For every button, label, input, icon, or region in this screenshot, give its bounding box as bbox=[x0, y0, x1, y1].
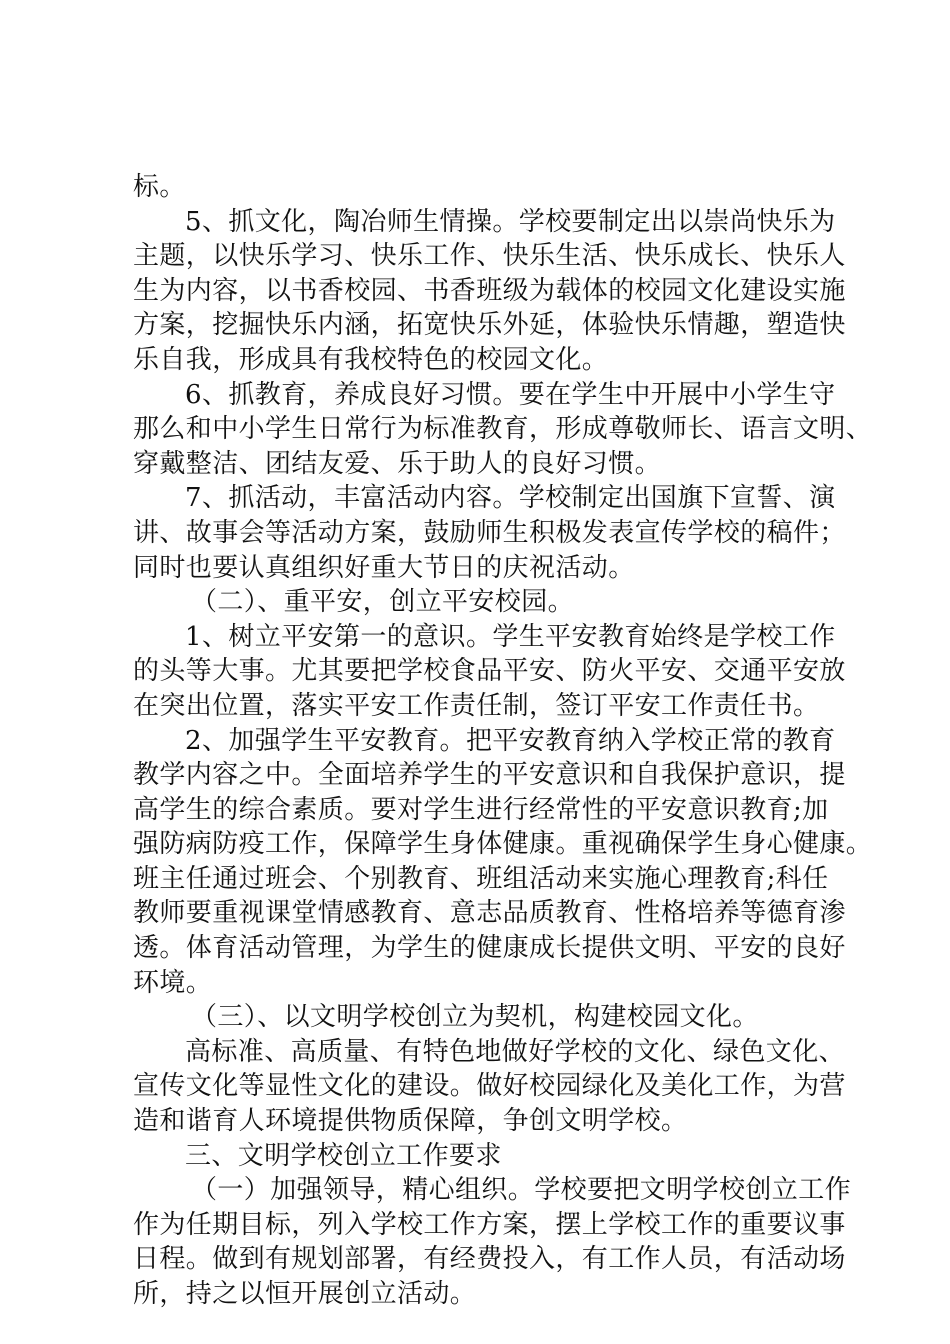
text-line: （一）加强领导，精心组织。学校要把文明学校创立工作 bbox=[191, 1175, 852, 1206]
text-line: 教师要重视课堂情感教育、意志品质教育、性格培养等德育渗 bbox=[133, 898, 846, 929]
text-line: 在突出位置，落实平安工作责任制，签订平安工作责任书。 bbox=[133, 690, 820, 721]
text-line: 方案，挖掘快乐内涵，拓宽快乐外延，体验快乐情趣，塑造快 bbox=[133, 310, 846, 341]
text-line: 2、加强学生平安教育。把平安教育纳入学校正常的教育 bbox=[185, 725, 836, 756]
text-line: 7、抓活动，丰富活动内容。学校制定出国旗下宣誓、演 bbox=[185, 483, 836, 514]
section-heading: 三、文明学校创立工作要求 bbox=[185, 1140, 502, 1171]
section-heading: （三）、以文明学校创立为契机，构建校园文化。 bbox=[191, 1002, 759, 1033]
text-line: 日程。做到有规划部署，有经费投入，有工作人员，有活动场 bbox=[133, 1244, 846, 1275]
text-line: 标。 bbox=[133, 172, 186, 202]
text-line: 作为任期目标，列入学校工作方案，摆上学校工作的重要议事 bbox=[133, 1209, 846, 1240]
text-line: 透。体育活动管理，为学生的健康成长提供文明、平安的良好 bbox=[133, 933, 846, 964]
text-line: 高学生的综合素质。要对学生进行经常性的平安意识教育;加 bbox=[133, 794, 829, 825]
text-line: 穿戴整洁、团结友爱、乐于助人的良好习惯。 bbox=[133, 448, 662, 479]
text-line: 高标准、高质量、有特色地做好学校的文化、绿色文化、 bbox=[185, 1036, 846, 1067]
text-line: 主题，以快乐学习、快乐工作、快乐生活、快乐成长、快乐人 bbox=[133, 241, 846, 272]
text-line: 强防病防疫工作，保障学生身体健康。重视确保学生身心健康。 bbox=[133, 829, 873, 860]
text-line: 的头等大事。尤其要把学校食品平安、防火平安、交通平安放 bbox=[133, 656, 846, 687]
text-line: 宣传文化等显性文化的建设。做好校园绿化及美化工作，为营 bbox=[133, 1071, 846, 1102]
text-line: 所，持之以恒开展创立活动。 bbox=[133, 1279, 477, 1309]
text-line: 5、抓文化，陶冶师生情操。学校要制定出以崇尚快乐为 bbox=[185, 206, 836, 237]
text-line: 班主任通过班会、个别教育、班组活动来实施心理教育;科任 bbox=[133, 863, 829, 894]
text-line: 同时也要认真组织好重大节日的庆祝活动。 bbox=[133, 552, 635, 583]
text-line: 造和谐育人环境提供物质保障，争创文明学校。 bbox=[133, 1106, 688, 1137]
text-line: 讲、故事会等活动方案，鼓励师生积极发表宣传学校的稿件； bbox=[133, 517, 846, 548]
text-line: 生为内容，以书香校园、书香班级为载体的校园文化建设实施 bbox=[133, 275, 846, 306]
text-line: 6、抓教育，养成良好习惯。要在学生中开展中小学生守 bbox=[185, 379, 836, 410]
document-body bbox=[133, 170, 873, 1312]
text-line: 乐自我，形成具有我校特色的校园文化。 bbox=[133, 344, 609, 375]
text-line: 1、树立平安第一的意识。学生平安教育始终是学校工作 bbox=[185, 621, 836, 652]
text-line: 教学内容之中。全面培养学生的平安意识和自我保护意识，提 bbox=[133, 760, 846, 791]
text-line: 那么和中小学生日常行为标准教育，形成尊敬师长、语言文明、 bbox=[133, 414, 873, 445]
section-heading: （二）、重平安，创立平安校园。 bbox=[191, 587, 575, 618]
text-line: 环境。 bbox=[133, 967, 213, 998]
